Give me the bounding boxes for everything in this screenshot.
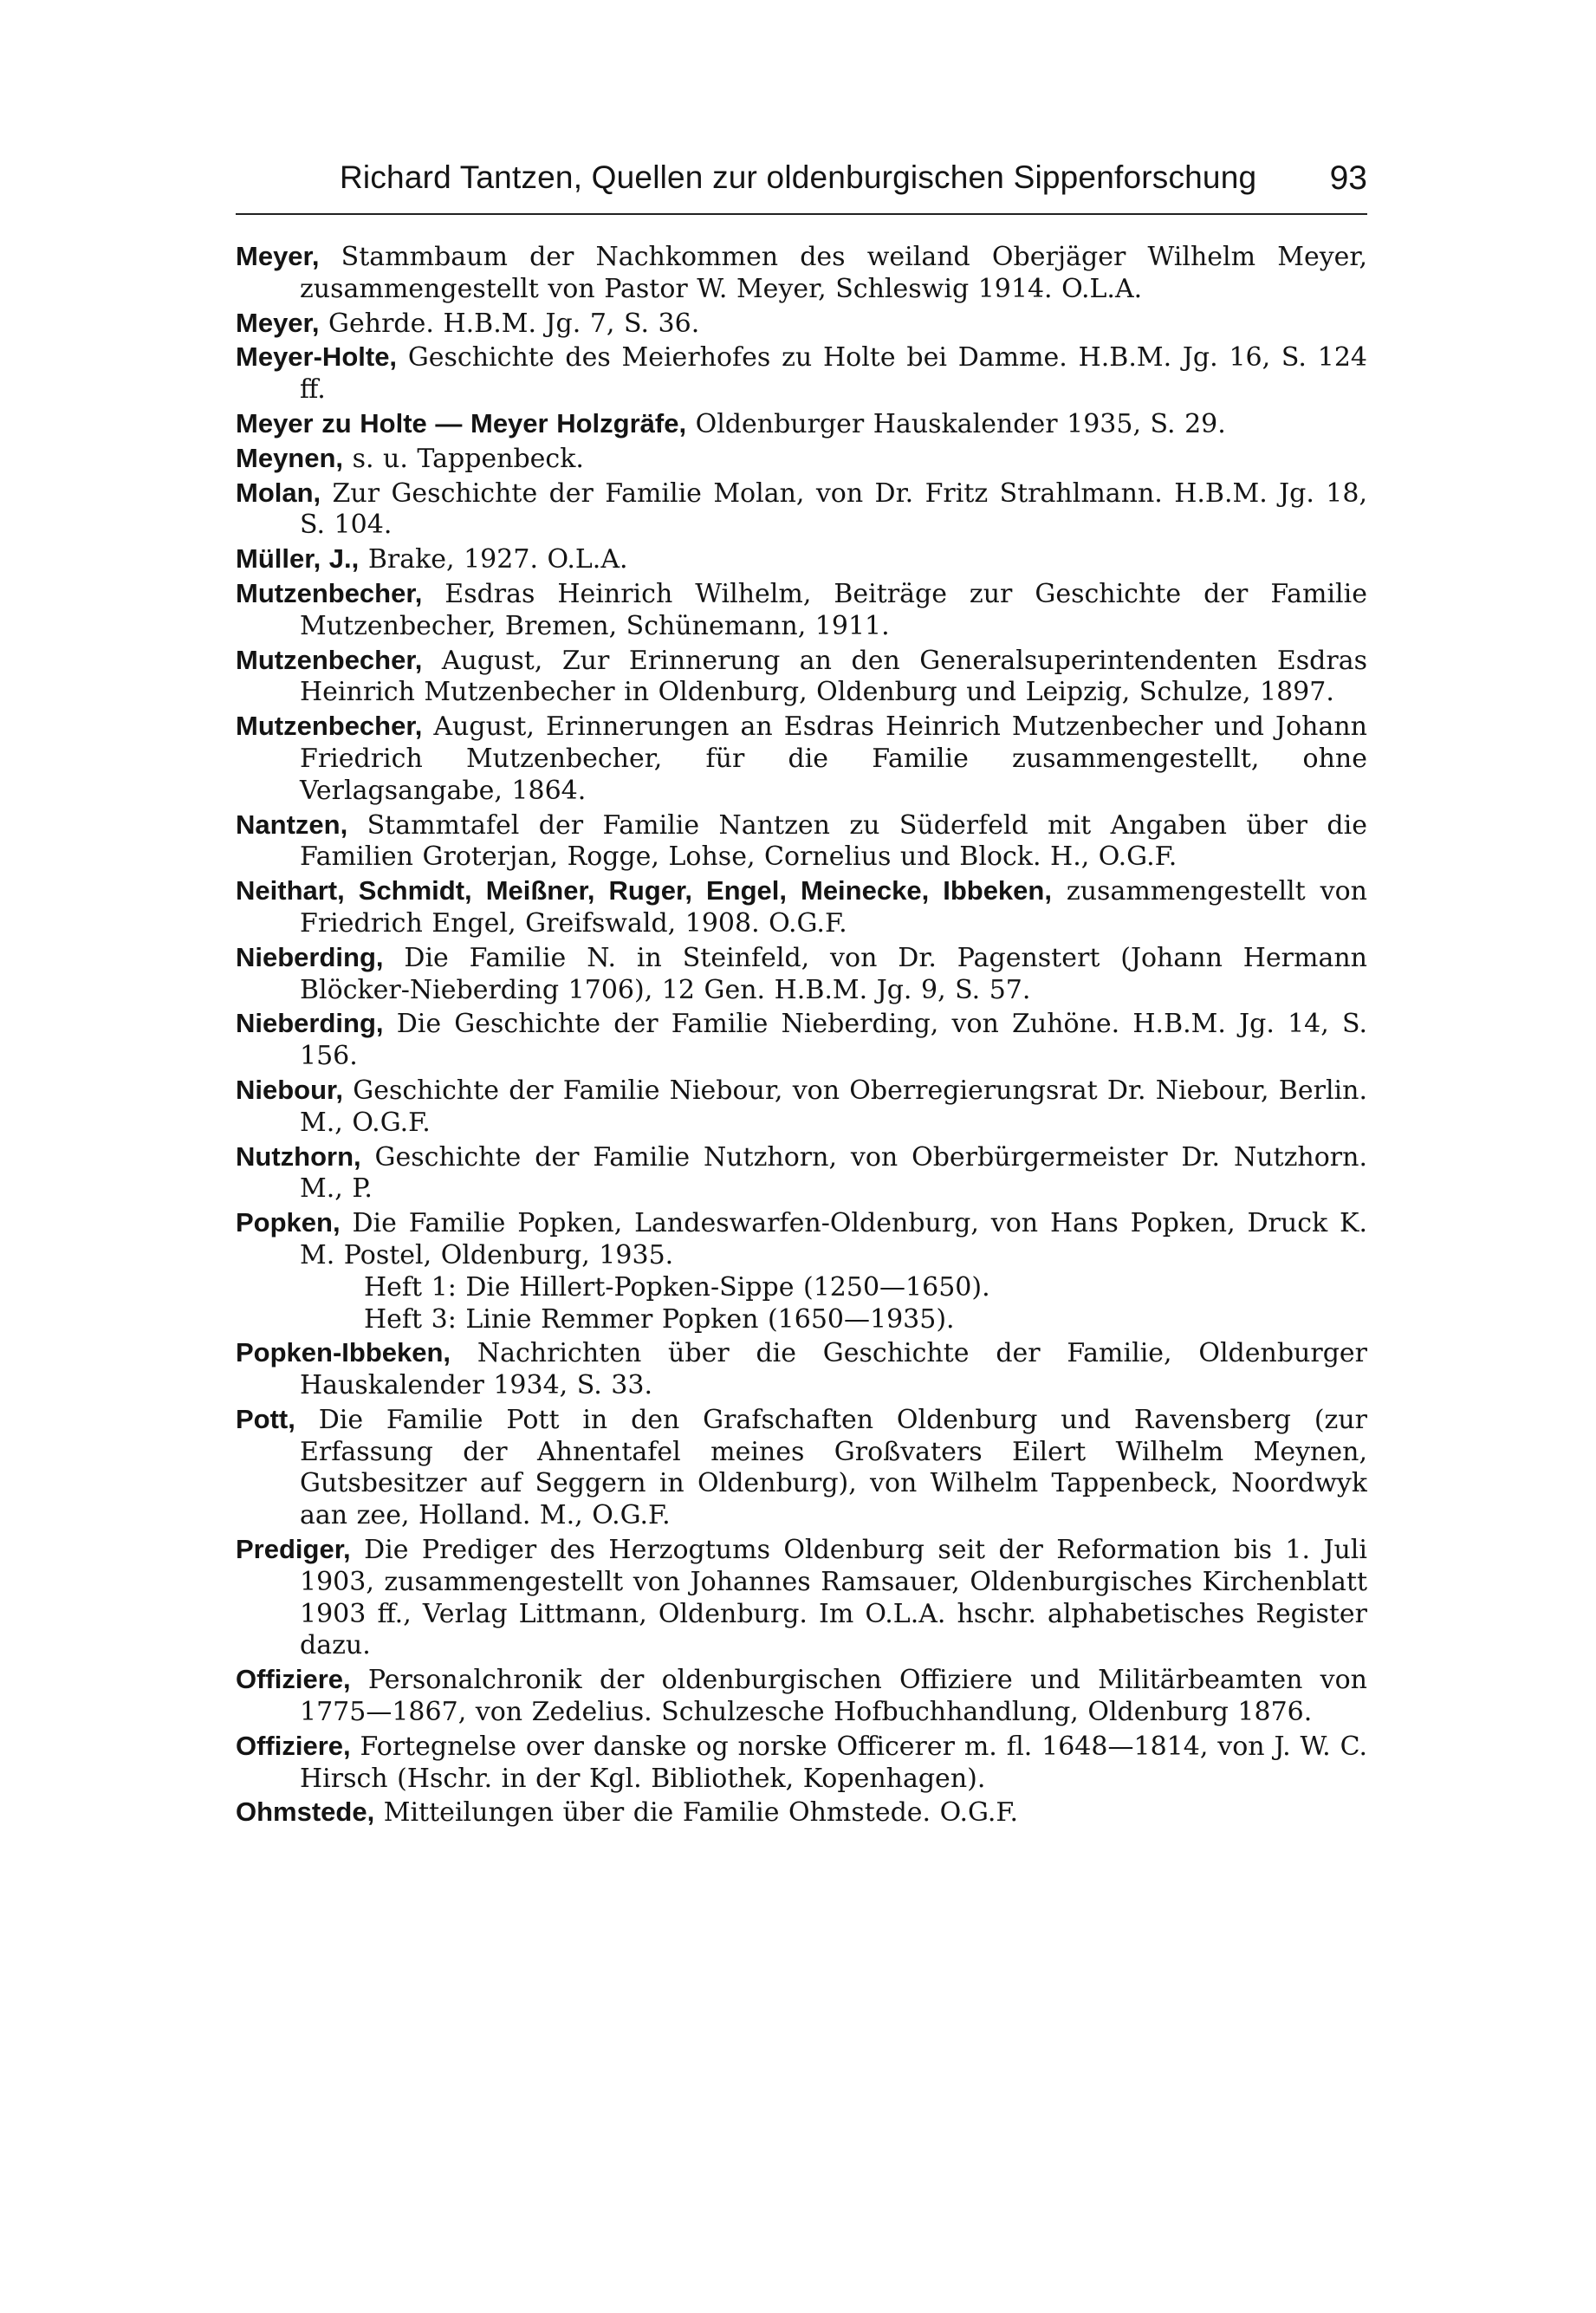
- entry-name: Meyer zu Holte — Meyer Holzgräfe,: [236, 407, 687, 439]
- entry-name: Popken,: [236, 1207, 341, 1238]
- entry-text: Geschichte der Familie Nutzhorn, von Oberbürgermeister Dr. Nutzhorn. M., P.: [300, 1141, 1367, 1205]
- entry-text: August, Zur Erinnerung an den Generalsuperintendenten Esdras Heinrich Mutzenbecher in Oldenburg, Oldenburg und Leipzig, Schulze, 1897.: [300, 645, 1367, 708]
- entry-text: Gehrde. H.B.M. Jg. 7, S. 36.: [319, 308, 700, 339]
- list-item: [236, 1404, 1367, 1532]
- entry-name: Pott,: [236, 1403, 295, 1434]
- entry-text: Stammbaum der Nachkommen des weiland Oberjäger Wilhelm Meyer, zusammengestellt von Pastor W. Meyer, Schleswig 1914. O.L.A.: [300, 242, 1367, 304]
- entry-text: Fortegnelse over danske og norske Officerer m. fl. 1648—1814, von J. W. C. Hirsch (Hschr. in der Kgl. Bibliothek, Kopenhagen).: [300, 1731, 1367, 1794]
- entry-text: Nachrichten über die Geschichte der Familie, Oldenburger Hauskalender 1934, S. 33.: [300, 1338, 1367, 1401]
- entry-name: Neithart, Schmidt, Meißner, Ruger, Engel, Meinecke, Ibbeken,: [236, 875, 1052, 906]
- list-item: [236, 1731, 1367, 1796]
- list-item: [236, 443, 1367, 476]
- entry-name: Nieberding,: [236, 941, 384, 972]
- entry-name: Mutzenbecher,: [236, 711, 423, 742]
- entry-name: Molan,: [236, 477, 321, 508]
- list-item: [236, 341, 1367, 406]
- entry-name: Meyer-Holte,: [236, 341, 398, 373]
- list-item: [236, 1075, 1367, 1140]
- list-item: [236, 1796, 1367, 1829]
- list-item: [236, 308, 1367, 341]
- entry-name: Prediger,: [236, 1534, 351, 1565]
- list-item: [236, 408, 1367, 441]
- list-item: [236, 645, 1367, 710]
- entry-name: Ohmstede,: [236, 1796, 375, 1828]
- entry-text: Die Prediger des Herzogtums Oldenburg seit der Reformation bis 1. Juli 1903, zusammengestellt von Johannes Ramsauer, Oldenburgisches Kirchenblatt 1903 ff., Verlag Littmann, Oldenburg. Im O.L.A. hschr. alphabetisches Register dazu.: [300, 1535, 1367, 1661]
- list-item: [236, 711, 1367, 807]
- entry-text: August, Erinnerungen an Esdras Heinrich Mutzenbecher und Johann Friedrich Mutzenbecher, für die Familie zusammengestellt, ohne Verlagsangabe, 1864.: [300, 711, 1367, 806]
- sub-entry: [236, 1272, 1367, 1304]
- entry-name: Nieberding,: [236, 1008, 384, 1039]
- list-item: [236, 875, 1367, 940]
- entry-text: Zur Geschichte der Familie Molan, von Dr. Fritz Strahlmann. H.B.M. Jg. 18, S. 104.: [300, 478, 1367, 541]
- entry-name: Offiziere,: [236, 1730, 351, 1761]
- entry-text: Die Geschichte der Familie Nieberding, von Zuhöne. H.B.M. Jg. 14, S. 156.: [300, 1009, 1367, 1072]
- entry-name: Meyer,: [236, 307, 320, 338]
- entry-text: zusammengestellt von Friedrich Engel, Greifswald, 1908. O.G.F.: [300, 876, 1367, 939]
- entry-name: Nantzen,: [236, 809, 348, 840]
- entry-text: Oldenburger Hauskalender 1935, S. 29.: [686, 408, 1226, 439]
- entry-name: Meyer,: [236, 241, 320, 271]
- entry-text: Personalchronik der oldenburgischen Offiziere und Militärbeamten von 1775—1867, von Zedelius. Schulzesche Hofbuchhandlung, Oldenburg 1876.: [300, 1665, 1367, 1728]
- entry-name: Offiziere,: [236, 1664, 351, 1695]
- header-title: Richard Tantzen, Quellen zur oldenburgischen Sippenforschung: [340, 159, 1257, 195]
- entry-name: Meynen,: [236, 442, 344, 473]
- list-item: [236, 1664, 1367, 1729]
- entry-name: Mutzenbecher,: [236, 577, 423, 608]
- page-number: 93: [1329, 159, 1367, 197]
- entry-text: Brake, 1927. O.L.A.: [359, 544, 628, 575]
- entry-name: Niebour,: [236, 1074, 344, 1105]
- list-item: [236, 942, 1367, 1007]
- entry-name: Mutzenbecher,: [236, 644, 423, 675]
- list-item: [236, 1141, 1367, 1206]
- list-item: [236, 1207, 1367, 1335]
- list-item: [236, 578, 1367, 643]
- entry-text: s. u. Tappenbeck.: [343, 443, 584, 474]
- entry-text: Die Familie N. in Steinfeld, von Dr. Pagenstert (Johann Hermann Blöcker-Nieberding 1706), 12 Gen. H.B.M. Jg. 9, S. 57.: [300, 942, 1367, 1005]
- entry-text: Esdras Heinrich Wilhelm, Beiträge zur Geschichte der Familie Mutzenbecher, Bremen, Schünemann, 1911.: [300, 578, 1367, 641]
- list-item: [236, 1337, 1367, 1402]
- entry-name: Nutzhorn,: [236, 1140, 361, 1172]
- entry-text: Geschichte des Meierhofes zu Holte bei Damme. H.B.M. Jg. 16, S. 124 ff.: [300, 342, 1367, 406]
- entry-name: Müller, J.,: [236, 543, 360, 575]
- entry-text: Stammtafel der Familie Nantzen zu Süderfeld mit Angaben über die Familien Groterjan, Rogge, Lohse, Cornelius und Block. H., O.G.F.: [300, 809, 1367, 873]
- list-item: [236, 241, 1367, 306]
- list-item: [236, 478, 1367, 543]
- list-item: [236, 1008, 1367, 1073]
- sub-entry-text: Heft 3: Linie Remmer Popken (1650—1935).: [364, 1303, 955, 1335]
- entry-text: Mitteilungen über die Familie Ohmstede. O.G.F.: [374, 1797, 1019, 1829]
- list-item: [236, 1534, 1367, 1662]
- list-item: [236, 543, 1367, 576]
- list-item: [236, 809, 1367, 874]
- sub-entry-text: Heft 1: Die Hillert-Popken-Sippe (1250—1650).: [364, 1271, 990, 1303]
- bibliography-list: [236, 241, 1367, 2234]
- entry-text: Die Familie Pott in den Grafschaften Oldenburg und Ravensberg (zur Erfassung der Ahnentafel meines Großvaters Eilert Wilhelm Meynen, Gutsbesitzer auf Seggern in Oldenburg), von Wilhelm Tappenbeck, Noordwyk aan zee, Holland. M., O.G.F.: [295, 1404, 1367, 1531]
- entry-text: Geschichte der Familie Niebour, von Oberregierungsrat Dr. Niebour, Berlin. M., O.G.F.: [300, 1075, 1367, 1138]
- entry-text: Die Familie Popken, Landeswarfen-Oldenburg, von Hans Popken, Druck K. M. Postel, Oldenburg, 1935.: [300, 1208, 1367, 1270]
- sub-entry: [236, 1304, 1367, 1336]
- entry-name: Popken-Ibbeken,: [236, 1337, 451, 1368]
- running-header: [236, 153, 1367, 215]
